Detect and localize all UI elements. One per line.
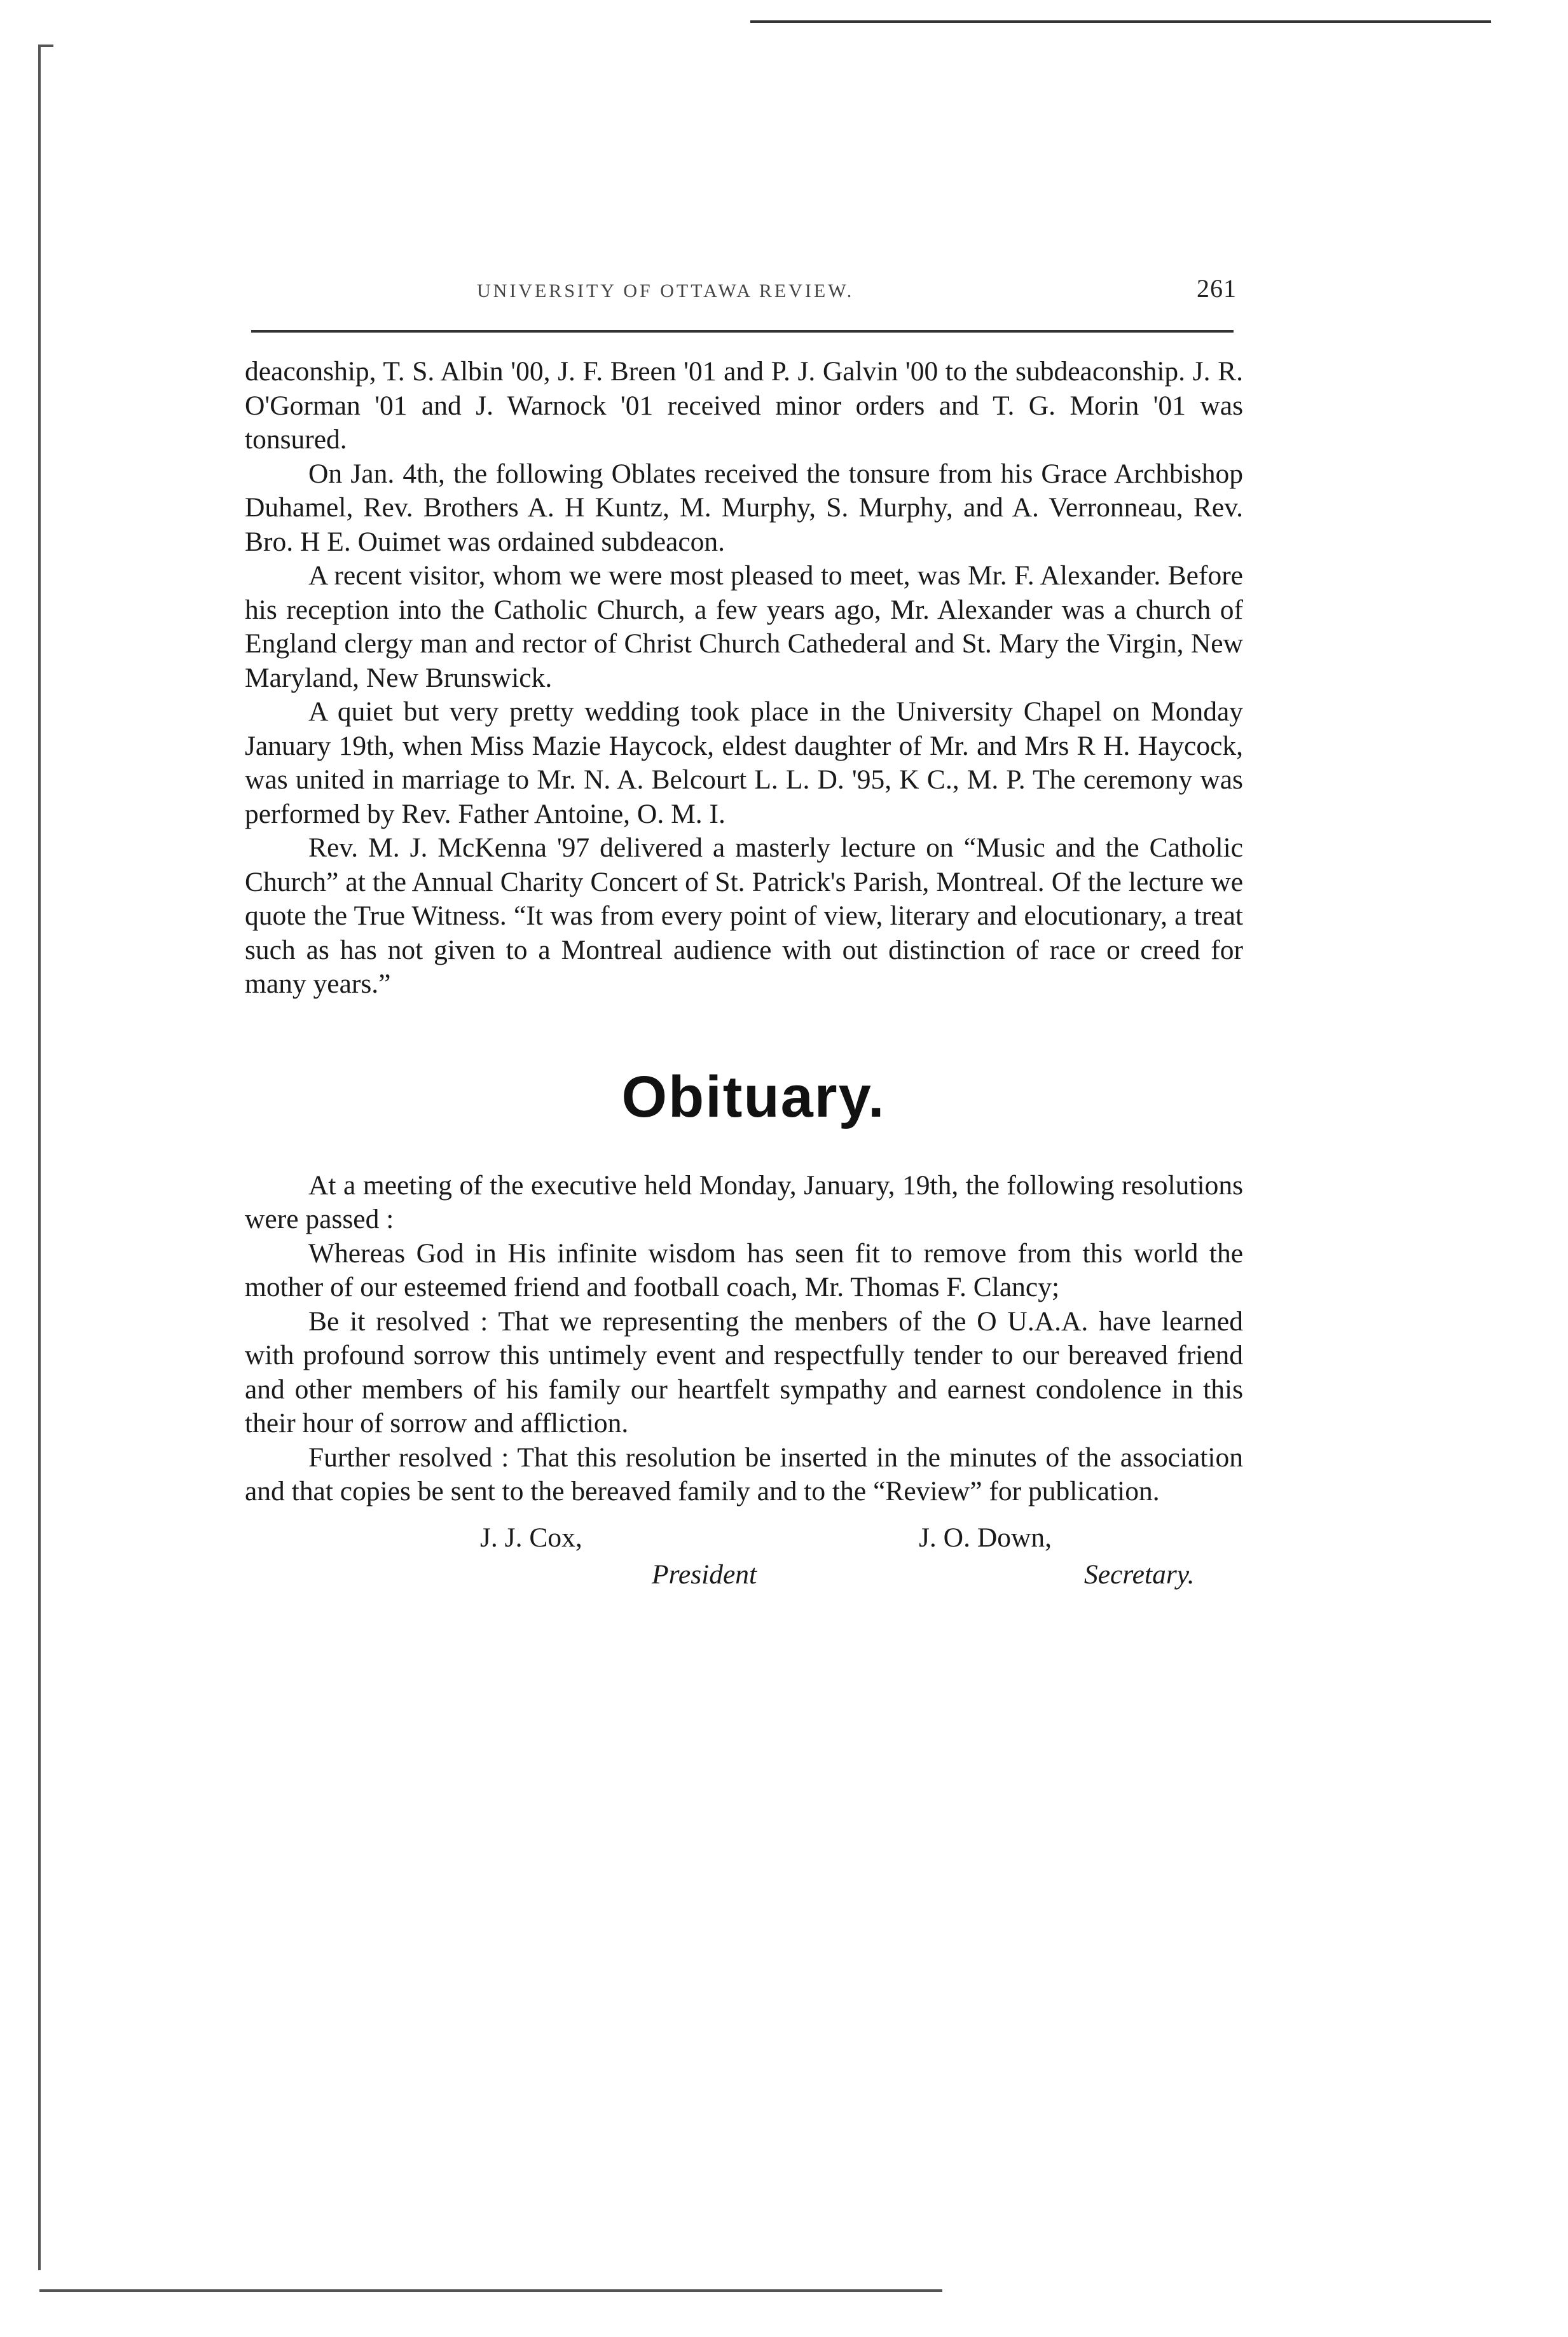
- signature-name: J. J. Cox,: [480, 1522, 582, 1553]
- running-head: [245, 273, 1243, 303]
- signature-name: J. O. Down,: [919, 1522, 1052, 1553]
- obituary-paragraph-further-resolved: Further resolved : That this resolution be inserted in the minutes of the association and that copies be sent to the bereaved family and to the “Review” for publication.: [245, 1442, 1243, 1506]
- header-rule: [251, 330, 1234, 333]
- paragraph-ordinations-continued: deaconship, T. S. Albin '00, J. F. Breen '01 and P. J. Galvin '00 to the subdeaconship. J. R. O'Gorman '01 and J. Warnock '01 received minor orders and T. G. Morin '01 was tonsured.: [245, 356, 1243, 455]
- signature-role: Secretary.: [1084, 1559, 1195, 1590]
- obituary-heading: Obituary.: [621, 1064, 886, 1129]
- page-body: [245, 273, 1243, 1604]
- obituary-paragraphs: [245, 1169, 1243, 1509]
- obituary-paragraph-resolved: Be it resolved : That we representing the menbers of the O U.A.A. have learned with profound sorrow this untimely event and respectfully tender to our bereaved friend and other members of his family our heartfelt sympathy and earnest condolence in this their hour of sorrow and affliction.: [245, 1306, 1243, 1438]
- obituary-paragraph-whereas: Whereas God in His infinite wisdom has seen fit to remove from this world the mother of our esteemed friend and football coach, Mr. Thomas F. Clancy;: [245, 1237, 1243, 1302]
- left-page-edge: [38, 45, 41, 2270]
- left-page-bracket: [38, 45, 53, 47]
- paragraph-visitor-alexander: A recent visitor, whom we were most pleased to meet, was Mr. F. Alexander. Before his reception into the Catholic Church, a few years ago, Mr. Alexander was a church of England clergy man and rector of Christ Church Cathederal and St. Mary the Virgin, New Maryland, New Brunswick.: [245, 560, 1243, 693]
- paragraph-oblates-tonsure: On Jan. 4th, the following Oblates received the tonsure from his Grace Archbishop Duhamel, Rev. Brothers A. H Kuntz, M. Murphy, S. Murphy, and A. Verronneau, Rev. Bro. H E. Ouimet was ordained subdeacon.: [245, 458, 1243, 557]
- obituary-paragraph-meeting: At a meeting of the executive held Monday, January, 19th, the following resolutions were passed :: [245, 1169, 1243, 1234]
- page-number: 261: [1197, 274, 1237, 303]
- paragraph-wedding: A quiet but very pretty wedding took place in the University Chapel on Monday January 19th, when Miss Mazie Haycock, eldest daughter of Mr. and Mrs R H. Haycock, was united in marriage to Mr. N. A. Belcourt L. L. D. '95, K C., M. P. The ceremony was performed by Rev. Father Antoine, O. M. I.: [245, 696, 1243, 829]
- news-paragraphs: [245, 355, 1243, 1002]
- signature-role: President: [652, 1559, 757, 1590]
- bottom-page-edge: [39, 2289, 942, 2292]
- running-head-title: UNIVERSITY OF OTTAWA REVIEW.: [477, 280, 855, 301]
- paragraph-mckenna-lecture: Rev. M. J. McKenna '97 delivered a masterly lecture on “Music and the Catholic Church” at the Annual Charity Concert of St. Patrick's Parish, Montreal. Of the lecture we quote the True Witness. “It was from every point of view, literary and elocutionary, a treat such as has not given to a Montreal audience with out distinction of race or creed for many years.”: [245, 832, 1243, 999]
- signature-president: [480, 1522, 757, 1590]
- top-border-rule: [750, 20, 1491, 23]
- signature-block: [245, 1522, 1243, 1604]
- signature-secretary: [919, 1522, 1195, 1590]
